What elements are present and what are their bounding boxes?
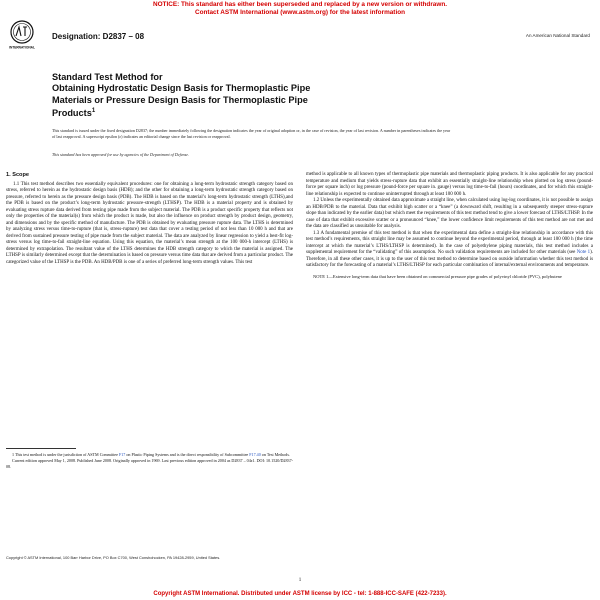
title-line-2: Obtaining Hydrostatic Design Basis for Thermoplastic Pipe [52, 83, 311, 94]
national-standard-label: An American National Standard [525, 33, 590, 38]
license-banner: Copyright ASTM International. Distributed under ASTM license by ICC - tel: 1-888-ICC-SAFE (422-7233). [153, 591, 447, 597]
note-1-link[interactable]: Note 1 [576, 250, 591, 255]
astm-logo-icon [9, 20, 35, 50]
footnote-edition: Current edition approved May 1, 2008. Published June 2008. Originally approved in 1969. Last previous edition approved in 2004 as D2837 – 04ε1. DOI: 10.1520/D2837-08. [6, 458, 293, 469]
footnote-1: 1 This test method is under the jurisdiction of ASTM Committee F17 on Plastic Piping Systems and is the direct responsibility of Subcommittee F17.40 on Test Methods. [12, 452, 290, 457]
issued-statement: This standard is issued under the fixed designation D2837; the number immediately following the designation indicates the year of original adoption or, in the case of revision, the year of last revision. A number in parentheses indicates the year of last reapproval. A superscript epsilon (ε) indicates an editorial change since the last revision or reapproval. [52, 128, 451, 139]
title-footnote-mark[interactable]: 1 [91, 108, 96, 115]
right-column [306, 172, 593, 280]
paragraph-1-1: 1.1 This test method describes two essentially equivalent procedures: one for obtaining a long-term hydrostatic strength category based on stress, referred to herein as the hydrostatic design basis (HDB); and the other for obtaining a long-term hydrostatic strength category based on pressure, referred to herein as the pressure design basis (PDB). The HDB is based on the material’s long-term hydrostatic strength (LTHS),and the PDB is based on the product’s long-term hydrostatic pressure-strength (LTHSP). The HDB is a material property and is obtained by evaluating stress rupture data derived from testing pipe made from the subject material. The PDB is a product specific property that reflects not only the properties of the material(s) from which the product is made, but also the influence on product strength by product design, geometry, and dimensions and by the specific method of manufacture. The PDB is obtained by evaluating pressure rupture data. The LTHS is determined by analyzing stress versus time-to-rupture (that is, stress-rupture) test data that cover a testing period of not less than 10 000 h and that are derived from sustained pressure testing of pipe made from the subject material. The data are analyzed by linear regression to yield a best-fit log-stress versus log time-to-fail straight-line equation. Using this equation, the material’s mean strength at the 100 000-h intercept (LTHS) is determined by extrapolation. The resultant value of the LTHS determines the HDB strength category to which the material is assigned. The LTHSP is similarly determined except that the determination is based on pressure versus time data that are derived from a particular product. The categorized value of the LTHSP is the PDB. An HDB/PDB is one of a series of preferred long-term strength values. This test [6, 181, 293, 265]
footnote-divider [6, 448, 76, 449]
notice-line-1: NOTICE: This standard has either been superseded and replaced by a new version or withdrawn. [152, 1, 448, 8]
designation: Designation: D2837 – 08 [52, 32, 145, 41]
paragraph-1-2: 1.2 Unless the experimentally obtained data approximate a straight line, when calculated using log-log coordinates, it is not possible to assign an HDB/PDB to the material. Data that exhibit high scatter or a “knee” (a downward shift, resulting in a subsequently steeper stress-rupture slope than indicated by the earlier data) but which meet the requirements of this test method tend to give a lower forecast of LTHS/LTHSP. In the case of data that exhibit excessive scatter or a pronounced “knee,” the lower confidence limit requirements of this test method are not met and the data are classified as unsuitable for analysis. [306, 198, 593, 229]
astm-logo [9, 20, 35, 50]
paragraph-1-1-continued: method is applicable to all known types of thermoplastic pipe materials and thermoplastic piping products. It is also applicable for any practical temperature and medium that yields stress-rupture data that exhibit an essentially straight-line relationship when plotted on log stress (pound-force per square inch) or log pressure (pound-force per square in. gauge) versus log time-to-fail (hours) coordinates, and for which this straight-line relationship is expected to continue uninterrupted through at least 100 000 h. [306, 172, 593, 197]
committee-link[interactable]: F17 [118, 452, 126, 457]
page-number: 1 [298, 578, 302, 583]
paragraph-1-3: 1.3 A fundamental premise of this test method is that when the experimental data define a straight-line relationship in accordance with this test method’s requirements, this straight line may be assumed to continue beyond the experimental period, through at least 100 000 h (the time intercept at which the material’s LTHS/LTHSP is determined). In the case of polyethylene piping materials, this test method includes a supplemental requirement for the “validating” of this assumption. No such validation requirements are included for other materials (see Note 1). Therefore, in all these other cases, it is up to the user of this test method to determine based on outside information whether this test method is satisfactory for the forecasting of a material’s LTHS/LTHSP for each particular combination of internal/external environments and temperature. [306, 230, 593, 268]
document-title [52, 72, 392, 120]
notice-line-2: Contact ASTM International (www.astm.org) for the latest information [194, 9, 406, 16]
superseded-notice [0, 1, 600, 17]
title-line-1: Standard Test Method for [52, 72, 163, 82]
dod-statement: This standard has been approved for use by agencies of the Department of Defense. [52, 152, 190, 157]
copyright-line: Copyright © ASTM International, 100 Barr Harbor Drive, PO Box C700, West Conshohocken, PA 19428-2959, United States. [6, 555, 221, 560]
title-line-3: Materials or Pressure Design Basis for Thermoplastic Pipe [52, 94, 308, 105]
left-column [6, 172, 293, 266]
title-line-4: Products$^1$ [52, 108, 96, 119]
footnotes [6, 452, 293, 470]
logo-label: INTERNATIONAL [9, 45, 35, 50]
subcommittee-link[interactable]: F17.40 [249, 452, 261, 457]
section-heading-scope: 1. Scope [6, 172, 30, 178]
note-1: NOTE 1—Extensive long-term data that have been obtained on commercial pressure pipe grades of polyvinyl chloride (PVC), polybutene [313, 273, 562, 279]
